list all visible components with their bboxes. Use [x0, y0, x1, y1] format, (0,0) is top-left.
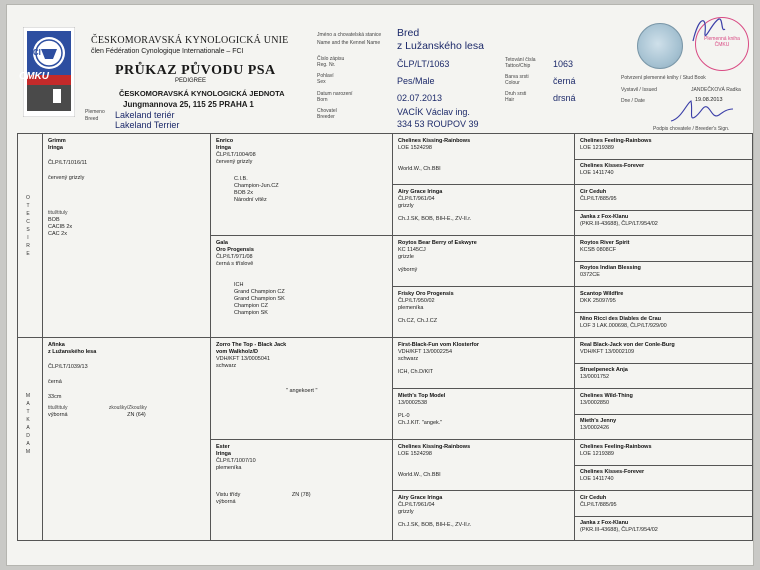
gen3-cell-7: Chelines Kissing-Rainbows LOE 1524298 World.W., Ch.BBI [398, 444, 471, 478]
dog-reg-number: ČLP/LT/1063 [397, 59, 450, 69]
gen3-cell-4: Frisky Oro Progensis ČLP/LT/950/02 plemeníka Ch.CZ, Ch.J.CZ [398, 291, 454, 324]
gen3-cell-3: Roytos Bear Berry of Eskwyre KC 1145CJ grizzle výborný [398, 240, 477, 273]
dam-cell: Afinka z Lužanského lesa ČLP/LT/1039/13 černá 33cm titul/tituly zkoušky/Zkoušky výborná ZN (64) [48, 342, 147, 418]
gen4-cell-4: Janka z Fox-Klanu (PKR.III-43688), ČLP/LT/954/02 [580, 214, 658, 227]
breed-value-cz: Lakeland teriér [115, 110, 175, 120]
sire-dam-cell: Gala Oro Progensis ČLP/LT/971/08 černá s tříslově ICH Grand Champion CZ Grand Champion SK Champion CZ Champion SK [216, 240, 285, 316]
hair-label-cz: Druh srsti [505, 91, 527, 97]
breeder-name: VACÍK Václav ing. [397, 107, 470, 117]
pedigree-table [17, 133, 753, 541]
date-label: Dne / Date [621, 98, 645, 104]
breed-label-cz: Plemeno [85, 109, 105, 115]
breeder-address: 334 53 ROUPOV 39 [397, 119, 479, 129]
reg-label-cz: Číslo zápisu [317, 56, 345, 62]
name-label-en: Name and the Kennel Name [317, 40, 381, 46]
org-name: ČESKOMORAVSKÁ KYNOLOGICKÁ UNIE [91, 35, 289, 46]
breed-label-en: Breed [85, 116, 99, 122]
fci-logo-label: FCI [28, 48, 41, 57]
birth-label-cz: Datum narození [317, 91, 353, 97]
sire-side-label: O T E C S I R E [26, 195, 30, 257]
gen3-cell-1: Chelines Kissing-Rainbows LOE 1524298 World.W., Ch.BBI [398, 138, 471, 172]
issued-by: JANDEČKOVÁ Radka [691, 87, 741, 93]
tattoo-label-en: Tattoo/Chip [505, 63, 531, 69]
issue-date: 19.08.2013 [695, 97, 723, 103]
document-title: PRŮKAZ PŮVODU PSA [115, 63, 276, 78]
hair-label-en: Hair [505, 97, 515, 103]
cmku-logo-label: CMKU [19, 71, 49, 82]
gen4-cell-5: Roytos River Spirit KCSB 0808CF [580, 240, 630, 253]
signature-label: Podpis chovatele / Breeder's Sign. [653, 126, 730, 132]
breeder-signature [667, 97, 737, 127]
breeder-label-en: Breeder [317, 114, 335, 120]
pedigree-document [6, 4, 754, 566]
sire-sire-cell: Enrico Iringa ČLP/LT/1004/08 červený grizzly C.I.B. Champion-Jun.CZ BOB 2x Národní vítěz [216, 138, 279, 203]
dam-side-label: M A T K A D A M [25, 393, 31, 455]
color-label-en: Colour [505, 80, 520, 86]
gen3-cell-6: Mieth's Top Model 13/0002538 PL-0 Ch.J.KIT. "angek." [398, 393, 446, 426]
gen4-cell-10: Struelpeneck Anja 13/0001752 [580, 367, 628, 380]
gen4-cell-15: Cir Ceduh ČLP/LT/885/95 [580, 495, 617, 508]
dam-sire-cell: Zorro The Top - Black Jack vom Walkholz/D VDH/KFT 13/0005041 schwarz " angekoert " [216, 342, 318, 394]
dog-birth-date: 02.07.2013 [397, 93, 443, 103]
gen4-cell-16: Janka z Fox-Klanu (PKR.III-43688), ČLP/LT/954/02 [580, 520, 658, 533]
gen3-cell-8: Airy Grace Iringa ČLP/LT/961/04 grizzly Ch.J.SK, BOB, BIH-E., ZV-II.r. [398, 495, 472, 528]
gen4-cell-11: Chelines Wild-Thing 13/0002850 [580, 393, 633, 406]
gen4-cell-14: Chelines Kisses-Forever LOE 1411740 [580, 469, 645, 482]
gen4-cell-3: Cir Ceduh ČLP/LT/885/95 [580, 189, 617, 202]
dog-hair: drsná [553, 93, 576, 103]
sex-label-cz: Pohlaví [317, 73, 334, 79]
tattoo-label-cz: Tetování čísla [505, 57, 536, 63]
registry-stamp: Plemenná kniha ČMKU [695, 17, 749, 71]
stamp-signature [689, 11, 729, 51]
sex-label-en: Sex [317, 79, 326, 85]
document-subtitle: PEDIGREE [175, 78, 207, 84]
dam-dam-cell: Ester Iringa ČLP/LT/1007/10 plemeníka Vistu třídy ZN (78) výborná [216, 444, 311, 505]
dog-name-line2: z Lužanského lesa [397, 40, 484, 52]
stud-book-seal [637, 23, 683, 69]
dog-color: černá [553, 76, 576, 86]
gen4-cell-1: Chelines Feeling-Rainbows LOE 1219389 [580, 138, 652, 151]
gen4-cell-2: Chelines Kisses-Forever LOE 1411740 [580, 163, 645, 176]
color-label-cz: Barva srsti [505, 74, 529, 80]
dog-sex: Pes/Male [397, 76, 435, 86]
club-name: ČESKOMORAVSKÁ KYNOLOGICKÁ JEDNOTA [119, 89, 285, 98]
gen3-cell-5: First-Black-Fun vom Klosterfor VDH/KFT 13/0002254 schwarz ICH, Ch.D/KIT [398, 342, 479, 375]
reg-label-en: Reg. Nr. [317, 62, 336, 68]
gen4-cell-13: Chelines Feeling-Rainbows LOE 1219389 [580, 444, 652, 457]
issued-label: Vystavil / Issued [621, 87, 657, 93]
gen4-cell-8: Nino Ricci des Diables de Crau LOF 3 LAK.000698, ČLP/LT/929/00 [580, 316, 667, 329]
gen4-cell-12: Mieth's Jenny 13/0002426 [580, 418, 617, 431]
studbook-label: Potvrzení plemenné knihy / Stud Book [621, 75, 706, 81]
gen4-cell-9: Real Black-Jack von der Conle-Burg VDH/KFT 13/0002109 [580, 342, 675, 355]
dog-name-line1: Bred [397, 27, 420, 39]
birth-label-en: Born [317, 97, 328, 103]
gen4-cell-6: Roytos Indian Blessing 0372CE [580, 265, 641, 278]
club-address: Jungmannova 25, 115 25 PRAHA 1 [123, 100, 254, 109]
gen3-cell-2: Airy Grace Iringa ČLP/LT/961/04 grizzly Ch.J.SK, BOB, BIH-E., ZV-II.r. [398, 189, 472, 222]
name-label-cz: Jméno a chovatelská stanice [317, 32, 382, 38]
org-membership: člen Fédération Cynologique Internationale – FCI [91, 48, 244, 55]
dog-tattoo: 1063 [553, 59, 574, 69]
breeder-label-cz: Chovatel [317, 108, 337, 114]
breed-value-en: Lakeland Terrier [115, 120, 180, 130]
sire-cell: Grimm Iringa ČLP/LT/1016/11 červený grizzly titul/tituly BOB CACIB 2x CAC 2x [48, 138, 88, 237]
gen4-cell-7: Scantop Wildfire DKK 25097/95 [580, 291, 624, 304]
